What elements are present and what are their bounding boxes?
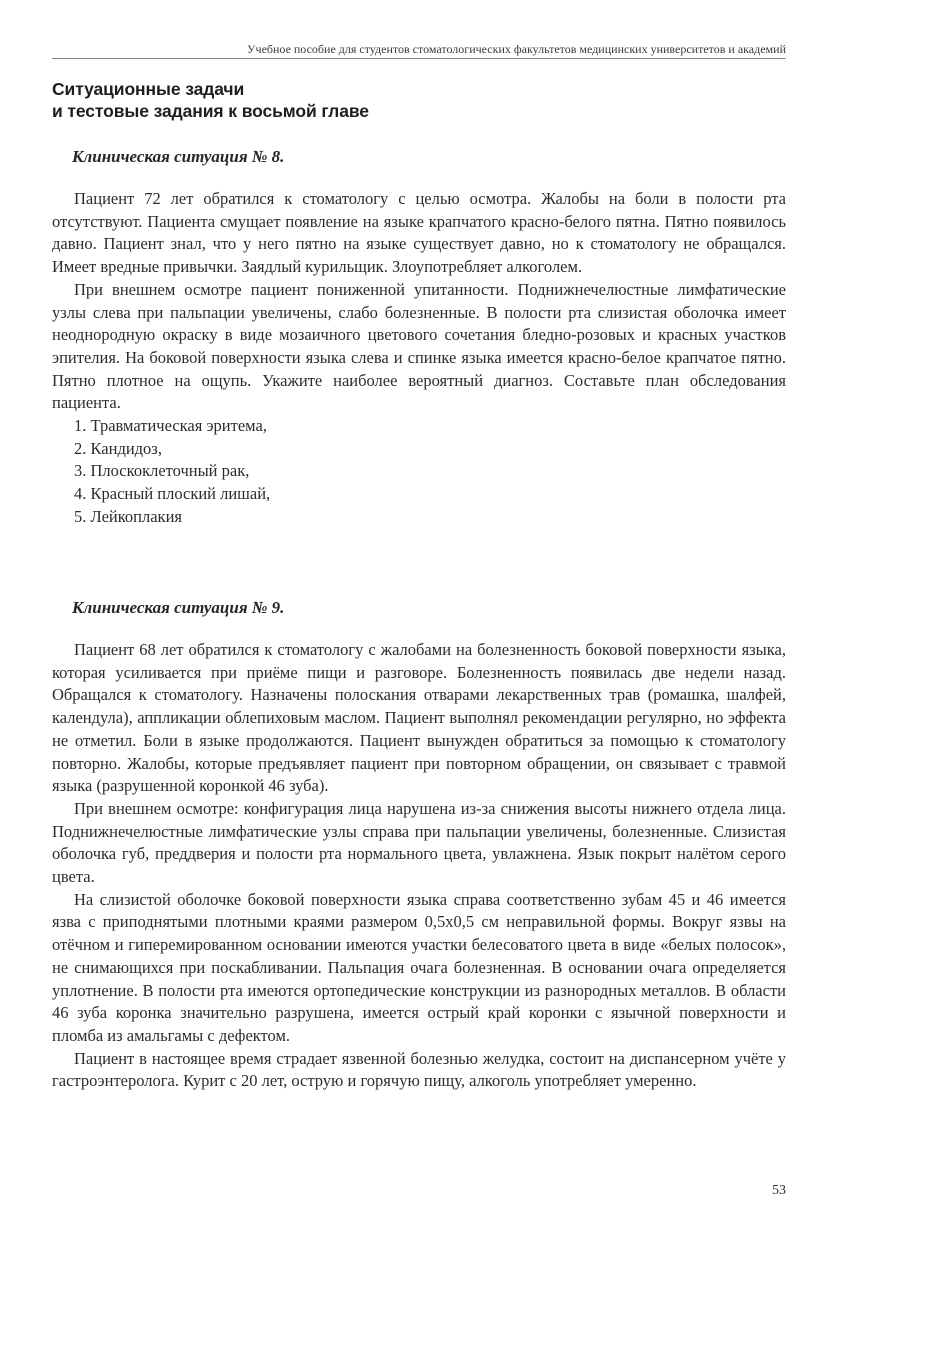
case-9-paragraph: На слизистой оболочке боковой поверхности языка справа соответственно зубам 45 и 46 имеется язва с приподнятыми плотными краями размером 0,5х0,5 см неправильной формы. Вокруг язвы на отёчном и гиперемированном основании имеются участки белесоватого цвета в виде «белых полосок», не снимающихся при поскабливании. Пальпация очага болезненная. В основании очага определяется уплотнение. В полости рта имеются ортопедические конструкции из разнородных металлов. В области 46 зуба коронка значительно разрушена, имеется острый край коронки с язычной поверхности и пломба из амальгамы с дефектом.: [52, 889, 786, 1045]
answer-option: 4. Красный плоский лишай,: [74, 484, 271, 504]
case-9-heading: Клиническая ситуация № 9.: [72, 598, 285, 617]
case-8-paragraph: При внешнем осмотре пациент пониженной упитанности. Поднижнечелюстные лимфатические узлы слева при пальпации увеличены, слабо болезненные. В полости рта слизистая оболочка имеет неоднородную окраску в виде мозаичного цветового сочетания бледно-розовых и красных участков эпителия. На боковой поверхности языка слева и спинке языка имеется красно-белое крапчатое пятно. Пятно плотное на ощупь. Укажите наиболее вероятный диагноз. Составьте план обследования пациента.: [52, 279, 786, 413]
answer-options: [52, 415, 786, 529]
case-8-heading: Клиническая ситуация № 8.: [72, 147, 285, 166]
chapter-title-line-2: и тестовые задания к восьмой главе: [52, 101, 369, 121]
answer-option: 3. Плоскоклеточный рак,: [74, 461, 250, 481]
header-rule: [52, 58, 786, 59]
case-9-paragraph: При внешнем осмотре: конфигурация лица нарушена из-за снижения высоты нижнего отдела лица. Поднижнечелюстные лимфатические узлы справа при пальпации увеличены, болезненные. Слизистая оболочка губ, преддверия и полости рта нормального цвета, увлажнена. Язык покрыт налётом серого цвета.: [52, 798, 786, 887]
answer-option: 1. Травматическая эритема,: [74, 416, 267, 436]
case-9-body: [52, 639, 786, 1093]
case-9-paragraph: Пациент в настоящее время страдает язвенной болезнью желудка, состоит на диспансерном учёте у гастроэнтеролога. Курит с 20 лет, острую и горячую пищу, алкоголь употребляет умеренно.: [52, 1048, 786, 1091]
case-8-paragraph: Пациент 72 лет обратился к стоматологу с целью осмотра. Жалобы на боли в полости рта отсутствуют. Пациента смущает появление на языке крапчатого красно-белого пятна. Пятно появилось давно. Пациент знал, что у него пятно на языке существует давно, но к стоматологу не обращался. Имеет вредные привычки. Заядлый курильщик. Злоупотребляет алкоголем.: [52, 189, 786, 277]
chapter-title-line-1: Ситуационные задачи: [52, 79, 245, 99]
page-number: 53: [772, 1183, 786, 1198]
chapter-title: [52, 78, 369, 122]
case-8-body: [52, 188, 786, 529]
answer-option: 2. Кандидоз,: [74, 438, 162, 458]
case-9-section: [52, 597, 786, 1093]
running-header: Учебное пособие для студентов стоматологических факультетов медицинских университетов и академий: [247, 42, 786, 56]
case-9-paragraph: Пациент 68 лет обратился к стоматологу с жалобами на болезненность боковой поверхности языка, которая усиливается при приёме пищи и разговоре. Болезненность появилась две недели назад. Обращался к стоматологу. Назначены полоскания отварами лекарственных трав (ромашка, шалфей, календула), аппликации облепиховым маслом. Пациент выполнял рекомендации регулярно, но эффекта не отметил. Боли в языке продолжаются. Пациент вынужден обратиться за помощью к стоматологу повторно. Жалобы, которые предъявляет пациент при повторном обращении, он связывает с травмой языка (разрушенной коронкой 46 зуба).: [52, 640, 786, 796]
case-8-section: [52, 146, 786, 529]
answer-option: 5. Лейкоплакия: [74, 506, 182, 526]
